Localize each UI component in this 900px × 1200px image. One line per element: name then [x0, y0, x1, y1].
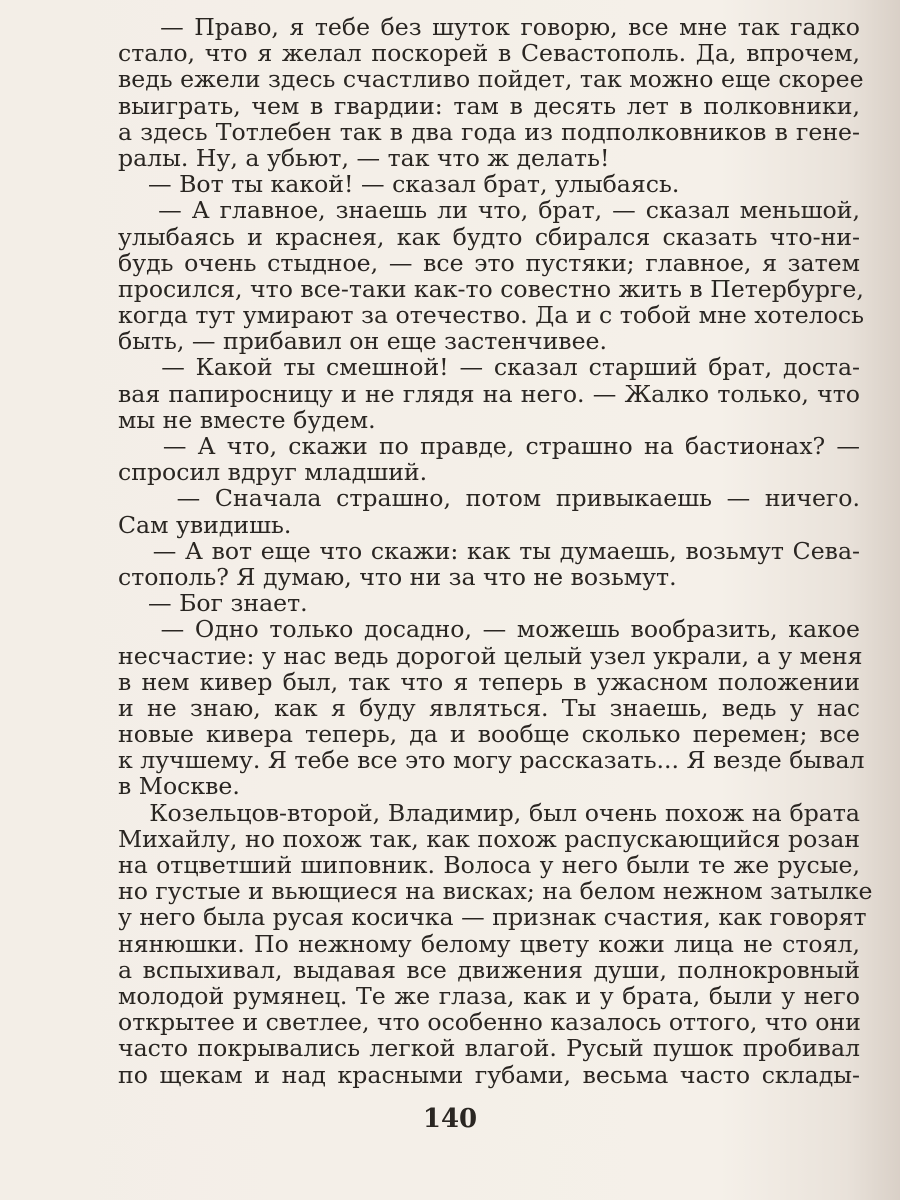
text-line: — Одно только досадно, — можешь вообразить, какое: [118, 615, 860, 644]
text-line: несчастие: у нас ведь дорогой целый узел украли, а у меня: [118, 641, 863, 670]
text-line: выиграть, чем в гвардии: там в десять лет в полковники,: [118, 91, 860, 120]
text-line: — Какой ты смешной! — сказал старший брат, доста-: [118, 353, 860, 382]
text-line: вая папиросницу и не глядя на него. — Жалко только, что: [118, 379, 860, 408]
text-line: а вспыхивал, выдавая все движения души, полнокровный: [118, 955, 860, 984]
text-line: к лучшему. Я тебе все это могу рассказать... Я везде бывал: [118, 746, 865, 775]
text-line: стало, что я желал поскорей в Севастополь. Да, впрочем,: [118, 39, 860, 68]
text-line: стополь? Я думаю, что ни за что не возьмут.: [118, 562, 677, 591]
text-line: Козельцов-второй, Владимир, был очень похож на брата: [118, 798, 860, 827]
page-number: 140: [422, 1104, 478, 1134]
text-line: по щекам и над красными губами, весьма часто склады-: [118, 1060, 860, 1089]
text-line: — Бог знает.: [118, 589, 308, 618]
text-line: и не знаю, как я буду являться. Ты знаешь, ведь у нас: [118, 693, 860, 722]
text-line: Михайлу, но похож так, как похож распускающийся розан: [118, 824, 860, 853]
text-line: у него была русая косичка — признак счастия, как говорят: [118, 903, 867, 932]
text-line: когда тут умирают за отечество. Да и с тобой мне хотелось: [118, 301, 864, 330]
text-line: мы не вместе будем.: [118, 405, 376, 434]
text-line: — А главное, знаешь ли что, брат, — сказал меньшой,: [118, 196, 860, 225]
text-line: на отцветший шиповник. Волоса у него были те же русые,: [118, 851, 860, 879]
text-line: спросил вдруг младший.: [118, 458, 428, 487]
text-line: но густые и вьющиеся на висках; на белом нежном затылке: [118, 877, 873, 906]
text-line: часто покрывались легкой влагой. Русый пушок пробивал: [118, 1034, 860, 1063]
text-line: в нем кивер был, так что я теперь в ужасном положении: [118, 667, 860, 696]
text-line: в Москве.: [118, 772, 240, 801]
text-line: нянюшки. По нежному белому цвету кожи лица не стоял,: [118, 929, 860, 958]
body-text: [118, 13, 873, 1089]
text-line: — А вот еще что скажи: как ты думаешь, возьмут Сева-: [118, 536, 860, 565]
text-line: будь очень стыдное, — все это пустяки; главное, я затем: [118, 248, 860, 277]
text-line: а здесь Тотлебен так в два года из подполковников в гене-: [118, 117, 860, 146]
text-line: ведь ежели здесь счастливо пойдет, так можно еще скорее: [118, 65, 864, 94]
text-line: — Сначала страшно, потом привыкаешь — ничего.: [118, 484, 860, 513]
text-line: открытее и светлее, что особенно казалось оттого, что они: [118, 1008, 861, 1037]
text-line: улыбаясь и краснея, как будто сбирался сказать что-ни-: [118, 222, 860, 251]
text-line: Сам увидишь.: [118, 510, 292, 539]
text-line: просился, что все-таки как-то совестно жить в Петербурге,: [118, 274, 864, 303]
text-line: — А что, скажи по правде, страшно на бастионах? —: [118, 432, 860, 460]
text-line: — Вот ты какой! — сказал брат, улыбаясь.: [118, 170, 680, 199]
text-line: ралы. Ну, а убьют, — так что ж делать!: [118, 143, 610, 172]
text-line: — Право, я тебе без шуток говорю, все мне так гадко: [118, 13, 860, 41]
text-line: быть, — прибавил он еще застенчивее.: [118, 327, 608, 356]
text-line: новые кивера теперь, да и вообще сколько перемен; все: [118, 720, 860, 749]
text-line: молодой румянец. Те же глаза, как и у брата, были у него: [118, 981, 860, 1010]
